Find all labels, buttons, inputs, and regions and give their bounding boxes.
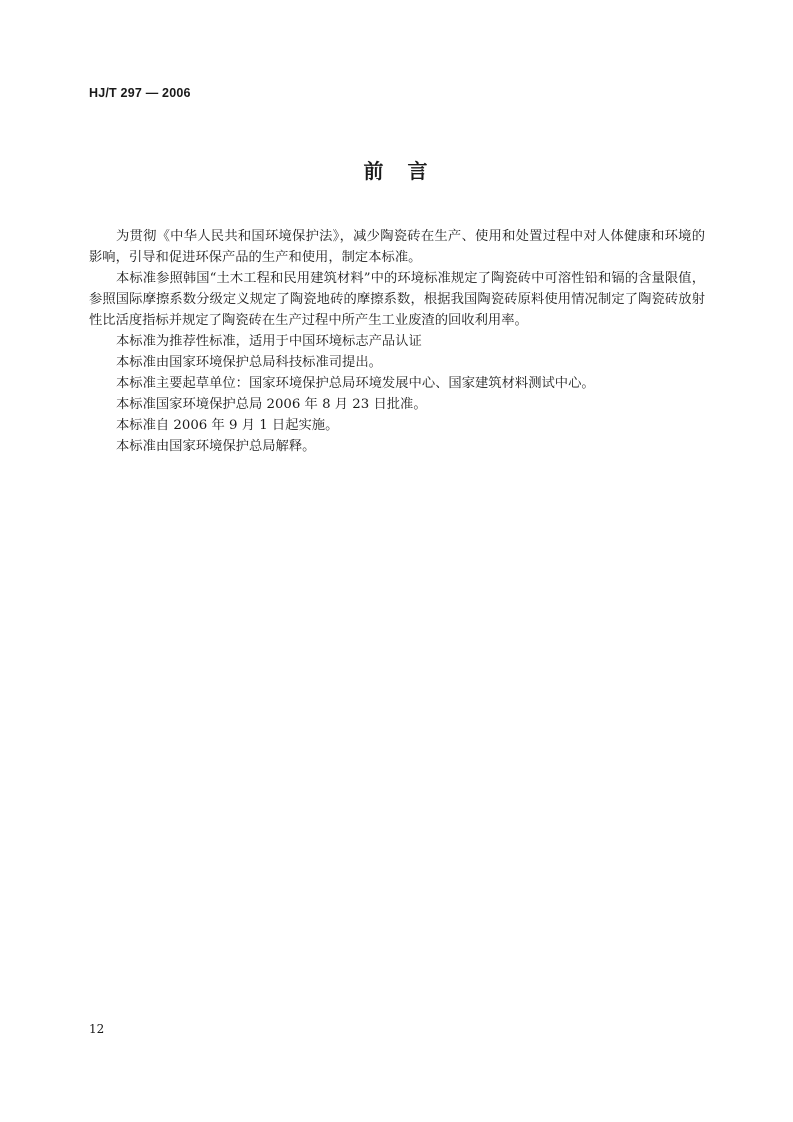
- paragraph-references: 本标准参照韩国“土木工程和民用建筑材料”中的环境标准规定了陶瓷砖中可溶性铅和镉的含量限值，参照国际摩擦系数分级定义规定了陶瓷地砖的摩擦系数，根据我国陶瓷砖原料使用情况制定了陶瓷砖放射性比活度指标并规定了陶瓷砖在生产过程中所产生工业废渣的回收利用率。: [89, 271, 705, 328]
- page-title: 前 言: [363, 159, 430, 183]
- paragraph-proposer: 本标准由国家环境保护总局科技标准司提出。: [116, 355, 382, 370]
- paragraph-effective-date: 本标准自 2006 年 9 月 1 日起实施。: [116, 418, 339, 433]
- page-number: 12: [89, 1022, 105, 1036]
- paragraph-interpretation: 本标准由国家环境保护总局解释。: [116, 439, 316, 454]
- standard-code: HJ/T 297 — 2006: [89, 86, 191, 100]
- paragraph-drafters: 本标准主要起草单位：国家环境保护总局环境发展中心、国家建筑材料测试中心。: [116, 376, 595, 391]
- paragraph-approval: 本标准国家环境保护总局 2006 年 8 月 23 日批准。: [116, 397, 427, 412]
- foreword-body: [89, 226, 705, 457]
- paragraph-recommendation: 本标准为推荐性标准，适用于中国环境标志产品认证: [116, 334, 422, 349]
- paragraph-purpose: 为贯彻《中华人民共和国环境保护法》，减少陶瓷砖在生产、使用和处置过程中对人体健康和环境的影响，引导和促进环保产品的生产和使用，制定本标准。: [89, 229, 705, 265]
